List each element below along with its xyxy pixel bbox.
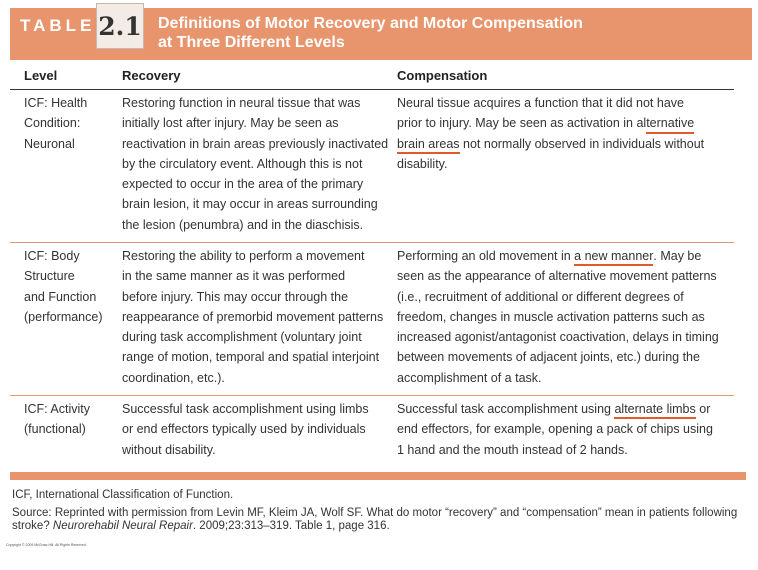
- table-label: TABLE: [20, 16, 96, 35]
- footnote-source: Source: Reprinted with permission from Levin MF, Kleim JA, Wolf SF. What do motor “recovery” and “compensation” mean in patients following stroke? Neurorehabil Neural Repair. 2009;23:313–319. Table 1, page 316.: [12, 507, 738, 532]
- highlight-brain-areas: brain areas: [397, 134, 460, 154]
- row2-level: ICF: Body Structure and Function (performance): [24, 249, 103, 324]
- title-line-1: Definitions of Motor Recovery and Motor Compensation: [158, 15, 583, 32]
- title-line-2: at Three Different Levels: [158, 34, 345, 51]
- row2-recovery: Restoring the ability to perform a movement in the same manner as it was performed before injury. This may occur through the reappearance of premorbid movement patterns during task accomplishment (voluntary joint range of motion, temporal and spatial interjoint coordination, etc.).: [122, 249, 384, 385]
- row-divider-2: [10, 395, 734, 396]
- row2-compensation: Performing an old movement in a new manner. May be seen as the appearance of alternative movement patterns (i.e., recruitment of additional or different degrees of freedom, changes in muscle activation patterns such as increased agonist/antagonist coactivation, delays in timing between movements of adjacent joints, etc.) during the accomplishment of a task.: [397, 246, 719, 388]
- copyright-notice: Copyright © 2009 McGraw-Hill. All Rights Reserved.: [6, 543, 87, 547]
- row1-recovery: Restoring function in neural tissue that was initially lost after injury. May be seen as reactivation in brain areas previously inactivated by the circulatory event. Although this is not expected to occur in the area of the primary brain lesion, it may occur in areas surrounding the lesion (penumbra) and in the diaschisis.: [122, 96, 389, 232]
- footnote-abbreviation: ICF, International Classification of Function.: [12, 489, 234, 501]
- row1-level: ICF: Health Condition: Neuronal: [24, 96, 88, 151]
- column-header-recovery: Recovery: [122, 68, 181, 83]
- row3-level: ICF: Activity (functional): [24, 402, 90, 437]
- row3-compensation: Successful task accomplishment using alternate limbs or end effectors, for example, opening a pack of chips using 1 hand and the mouth instead of 2 hands.: [397, 399, 713, 460]
- column-header-level: Level: [24, 68, 58, 83]
- highlight-alternate-limbs: alternate limbs: [614, 399, 695, 419]
- table-bottom-bar: [10, 472, 746, 480]
- table-title: [158, 14, 583, 52]
- table-number: 2.1: [96, 3, 144, 49]
- column-header-compensation: Compensation: [397, 68, 488, 83]
- highlight-alternative: ternative: [646, 113, 694, 133]
- row-divider-1: [10, 242, 734, 243]
- row3-recovery: Successful task accomplishment using limbs or end effectors typically used by individuals without disability.: [122, 402, 369, 457]
- header-rule: [10, 89, 734, 90]
- highlight-new-manner: a new manner: [574, 246, 653, 266]
- row1-compensation: Neural tissue acquires a function that it did not have prior to injury. May be seen as activation in alternative brain areas not normally observed in individuals without disability.: [397, 96, 705, 171]
